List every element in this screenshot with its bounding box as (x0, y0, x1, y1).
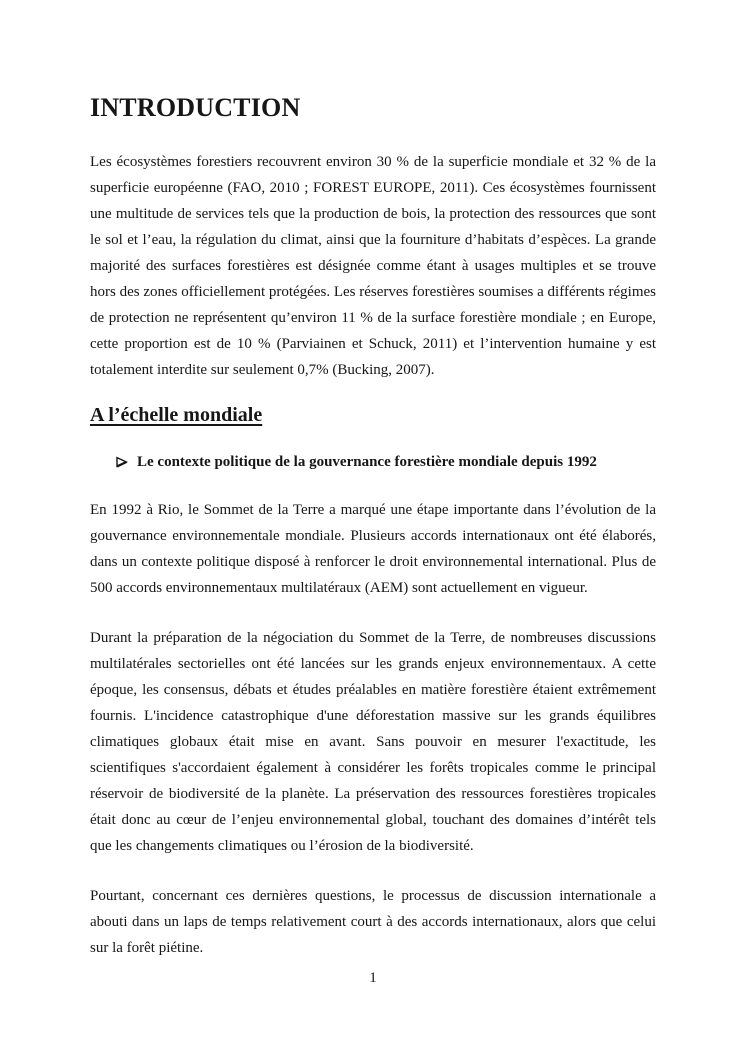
paragraph-4: Pourtant, concernant ces dernières questions, le processus de discussion internationale a abouti dans un laps de temps relativement court à des accords internationaux, alors que celui sur la forêt piétine. (90, 888, 656, 956)
arrowhead-right-icon (115, 451, 137, 468)
paragraph-1: Les écosystèmes forestiers recouvrent environ 30 % de la superficie mondiale et 32 % de la superficie européenne (FAO, 2010 ; FOREST EUROPE, 2011). Ces écosystèmes fournissent une multitude de services tels que la production de bois, la protection des ressources que sont le sol et l’eau, la régulation du climat, ainsi que la fourniture d’habitats d’espèces. La grande majorité des surfaces forestières est désignée comme étant à usages multiples et se trouve hors des zones officiellement protégées. Les réserves forestières soumises a différents régimes de protection ne représentent qu’environ 11 % de la surface forestière mondiale ; en Europe, cette proportion est de 10 % (Parviainen et Schuck, 2011) et l’intervention humaine y est totalement interdite sur seulement 0,7% (Bucking, 2007). (90, 154, 656, 378)
bullet-item (90, 451, 656, 473)
section-heading: A l’échelle mondiale (90, 404, 263, 426)
paragraph-2: En 1992 à Rio, le Sommet de la Terre a marqué une étape importante dans l’évolution de la gouvernance environnementale mondiale. Plusieurs accords internationaux ont été élaborés, dans un contexte politique disposé à renforcer le droit environnemental international. Plus de 500 accords environnementaux multilatéraux (AEM) sont actuellement en vigueur. (90, 502, 656, 596)
document-title: INTRODUCTION (90, 93, 301, 122)
bullet-item-label: Le contexte politique de la gouvernance forestière mondiale depuis 1992 (137, 454, 597, 470)
paragraph-3: Durant la préparation de la négociation du Sommet de la Terre, de nombreuses discussions multilatérales sectorielles ont été lancées sur les grands enjeux environnementaux. A cette époque, les consensus, débats et études préalables en matière forestière étaient extrêmement fournis. L'incidence catastrophique d'une déforestation massive sur les grands équilibres climatiques globaux était mise en avant. Sans pouvoir en mesurer l'exactitude, les scientifiques s'accordaient également à considérer les forêts tropicales comme le principal réservoir de biodiversité de la planète. La préservation des ressources forestières tropicales était donc au cœur de l’enjeu environnemental global, touchant des domaines d’intérêt tels que les changements climatiques ou l’érosion de la biodiversité. (90, 630, 656, 854)
page-number: 1 (369, 970, 377, 986)
